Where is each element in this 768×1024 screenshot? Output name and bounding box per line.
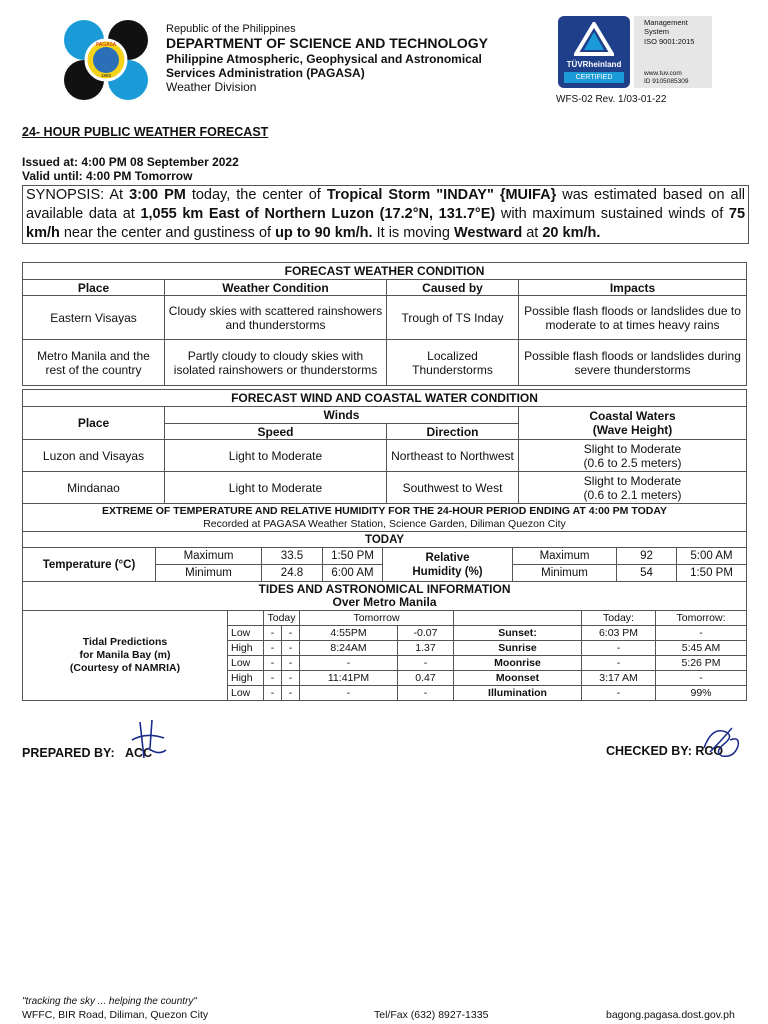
footer-tagline: "tracking the sky ... helping the country" — [22, 996, 197, 1007]
checked-initials: RCO — [695, 744, 724, 758]
fwcw-header-winds: Winds — [165, 407, 519, 424]
tuv-certification-badge — [558, 16, 712, 90]
fwc-header-cause: Caused by — [387, 280, 519, 296]
prepared-by: PREPARED BY: ACC — [22, 746, 153, 760]
humidity-label: Relative Humidity (%) — [383, 548, 513, 582]
fwc-header-condition: Weather Condition — [165, 280, 387, 296]
fwcw-header-place: Place — [23, 407, 165, 440]
tuv-certified: CERTIFIED — [564, 72, 624, 83]
fwc-header-impacts: Impacts — [519, 280, 747, 296]
tidal-predictions-label: Tidal Predictions for Manila Bay (m) (Courtesy of NAMRIA) — [23, 611, 228, 701]
synopsis: SYNOPSIS: At 3:00 PM today, the center of Tropical Storm "INDAY" {MUIFA} was estimated based on all available data at 1,055 km East of Northern Luzon (17.2°N, 131.7°E) with maximum sustained winds of 75 km/h near the center and gustiness of up to 90 km/h. It is moving Westward at 20 km/h. — [22, 185, 749, 244]
fwc-title: FORECAST WEATHER CONDITION — [23, 263, 747, 280]
footer-tel: Tel/Fax (632) 8927-1335 — [374, 1009, 489, 1021]
tuv-triangle-icon — [574, 22, 614, 56]
footer-website[interactable]: bagong.pagasa.dost.gov.ph — [606, 1009, 735, 1021]
extreme-title: EXTREME OF TEMPERATURE AND RELATIVE HUMIDITY FOR THE 24-HOUR PERIOD ENDING AT 4:00 PM TODAY — [102, 504, 667, 517]
issued-at: Issued at: 4:00 PM 08 September 2022 — [22, 155, 239, 169]
fwcw-header-direction: Direction — [387, 424, 519, 440]
table-row: High - - 8:24AM 1.37 Sunrise - 5:45 AM — [23, 641, 747, 656]
fwcw-title: FORECAST WIND AND COASTAL WATER CONDITION — [23, 390, 747, 407]
temp-min-value: 24.8 — [262, 565, 323, 582]
extreme-today: TODAY — [23, 532, 747, 548]
forecast-weather-table — [22, 262, 747, 386]
table-row: Metro Manila and the rest of the country Partly cloudy to cloudy skies with isolated rainshowers or thunderstorms Localized Thunderstorms Possible flash floods or landslides during severe thunderstorms — [23, 340, 747, 386]
department-name: DEPARTMENT OF SCIENCE AND TECHNOLOGY — [166, 35, 489, 51]
tides-astronomical-table: TIDES AND ASTRONOMICAL INFORMATION Over Metro Manila Tidal Predictions for Manila Bay (m) (Courtesy of NAMRIA) Today Tomorrow Today: Tomorrow: Low - - 4:55PM -0.07 Sunset: 6:03 PM - High - - 8:24AM 1.37 Sunrise - 5:45 AM Low - - - - Moonrise - 5:26 PM High - - 11:41PM 0.47 Moonset 3:17 AM - Low - - - - Illumination - 99% — [22, 581, 747, 701]
pagasa-logo — [62, 20, 150, 100]
fwc-header-place: Place — [23, 280, 165, 296]
footer-address: WFFC, BIR Road, Diliman, Quezon City — [22, 1009, 209, 1021]
tides-title: TIDES AND ASTRONOMICAL INFORMATION — [258, 582, 511, 596]
fwcw-header-coastal: Coastal Waters (Wave Height) — [519, 407, 747, 440]
cert-mgmt-2: System — [644, 27, 670, 36]
checked-by: CHECKED BY: RCO — [606, 744, 724, 758]
temp-max-value: 33.5 — [262, 548, 323, 565]
forecast-title: 24- HOUR PUBLIC WEATHER FORECAST — [22, 125, 269, 139]
checked-signature — [700, 722, 742, 760]
prepared-signature — [128, 718, 168, 762]
table-row: Mindanao Light to Moderate Southwest to West Slight to Moderate (0.6 to 2.1 meters) — [23, 472, 747, 504]
extreme-temperature-table: EXTREME OF TEMPERATURE AND RELATIVE HUMIDITY FOR THE 24-HOUR PERIOD ENDING AT 4:00 PM TODAY Recorded at PAGASA Weather Station, Science Garden, Diliman Quezon City TODAY Temperature (°C) Maximum 33.5 1:50 PM Relative Humidity (%) Maximum 92 5:00 AM Minimum 24.8 6:00 AM Minimum 54 1:50 PM — [22, 503, 747, 582]
table-row: Eastern Visayas Cloudy skies with scattered rainshowers and thunderstorms Trough of TS Inday Possible flash floods or landslides due to moderate to at times heavy rains — [23, 296, 747, 340]
agency-line-2: Services Administration (PAGASA) — [166, 66, 365, 80]
table-row: Luzon and Visayas Light to Moderate Northeast to Northwest Slight to Moderate (0.6 to 2.5 meters) — [23, 440, 747, 472]
extreme-subtitle: Recorded at PAGASA Weather Station, Science Garden, Diliman Quezon City — [203, 517, 566, 530]
table-row: Low - - - - Illumination - 99% — [23, 686, 747, 701]
valid-until: Valid until: 4:00 PM Tomorrow — [22, 169, 193, 183]
tuv-name: TÜVRheinland — [566, 60, 622, 69]
temperature-label: Temperature (°C) — [23, 548, 156, 582]
logo-year: 1865 — [100, 73, 112, 78]
prepared-initials: ACC — [125, 746, 153, 760]
cert-mgmt-1: Management — [644, 18, 688, 27]
republic-line: Republic of the Philippines — [166, 23, 296, 35]
table-row: High - - 11:41PM 0.47 Moonset 3:17 AM - — [23, 671, 747, 686]
agency-line-1: Philippine Atmospheric, Geophysical and Astronomical — [166, 52, 482, 66]
table-row: Low - - - - Moonrise - 5:26 PM — [23, 656, 747, 671]
logo-text: PAGASA — [95, 42, 117, 48]
tides-subtitle: Over Metro Manila — [332, 595, 437, 609]
rh-max-value: 92 — [617, 548, 677, 565]
revision-code: WFS-02 Rev. 1/03-01-22 — [556, 94, 667, 105]
cert-web: www.tuv.com — [644, 70, 682, 77]
cert-iso: ISO 9001:2015 — [644, 37, 695, 46]
division-name: Weather Division — [166, 80, 257, 94]
cert-id: ID 9105085309 — [644, 78, 689, 85]
forecast-wind-table — [22, 389, 747, 504]
fwcw-header-speed: Speed — [165, 424, 387, 440]
rh-min-value: 54 — [617, 565, 677, 582]
table-row: Low - - 4:55PM -0.07 Sunset: 6:03 PM - — [23, 626, 747, 641]
